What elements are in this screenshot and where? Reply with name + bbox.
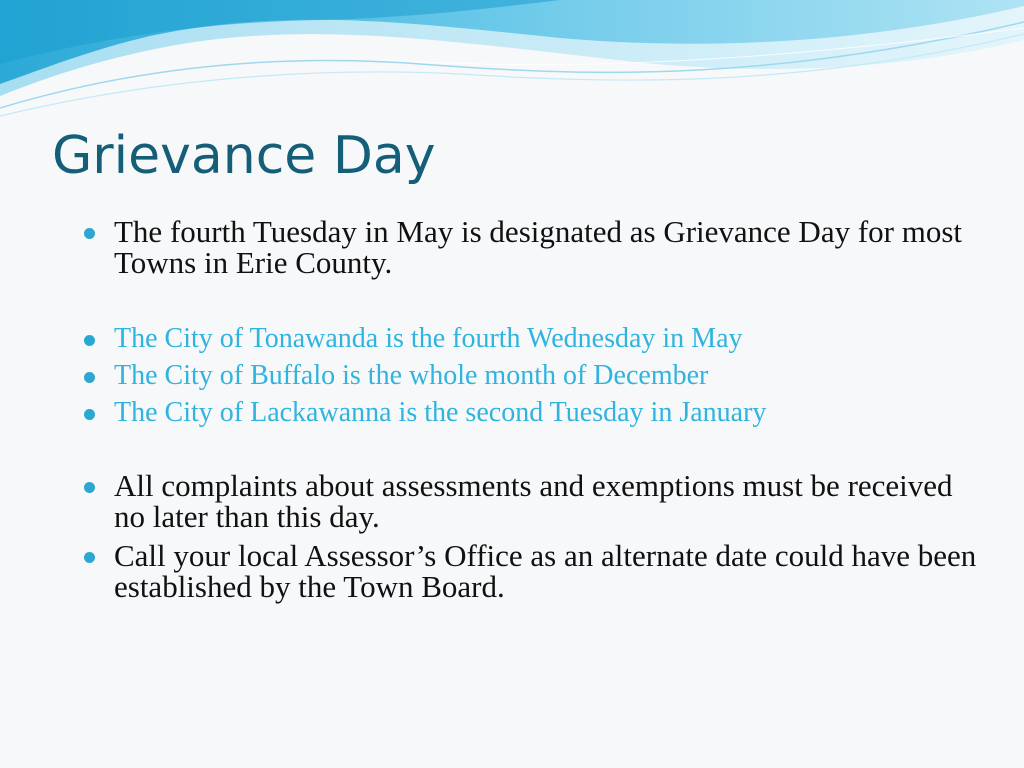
bullet-dot-icon [84, 409, 95, 420]
bullet-text: The City of Lackawanna is the second Tuesday in January [114, 397, 767, 428]
slide-title: Grievance Day [52, 126, 436, 186]
bullet-dot-icon [84, 228, 95, 239]
bullet-spacer [80, 431, 980, 470]
bullet-item-lackawanna [80, 394, 980, 431]
bullet-text: Call your local Assessor’s Office as an alternate date could have been established by the Town Board. [114, 538, 977, 604]
bullet-text: The fourth Tuesday in May is designated as Grievance Day for most Towns in Erie County. [114, 214, 963, 280]
bullet-spacer [80, 278, 980, 320]
bullet-item-tonawanda [80, 320, 980, 357]
bullet-dot-icon [84, 482, 95, 493]
header-wave-decoration [0, 0, 1024, 140]
bullet-text: The City of Buffalo is the whole month of December [114, 360, 709, 391]
bullet-item-grievance-day [80, 216, 980, 278]
bullet-item-assessor-office [80, 540, 980, 602]
bullet-text: All complaints about assessments and exemptions must be received no later than this day. [114, 468, 953, 534]
bullet-item-complaints [80, 470, 980, 532]
bullet-dot-icon [84, 335, 95, 346]
bullet-text: The City of Tonawanda is the fourth Wednesday in May [114, 323, 743, 354]
bullet-dot-icon [84, 552, 95, 563]
bullet-dot-icon [84, 372, 95, 383]
bullet-item-buffalo [80, 357, 980, 394]
bullet-list [80, 214, 980, 602]
